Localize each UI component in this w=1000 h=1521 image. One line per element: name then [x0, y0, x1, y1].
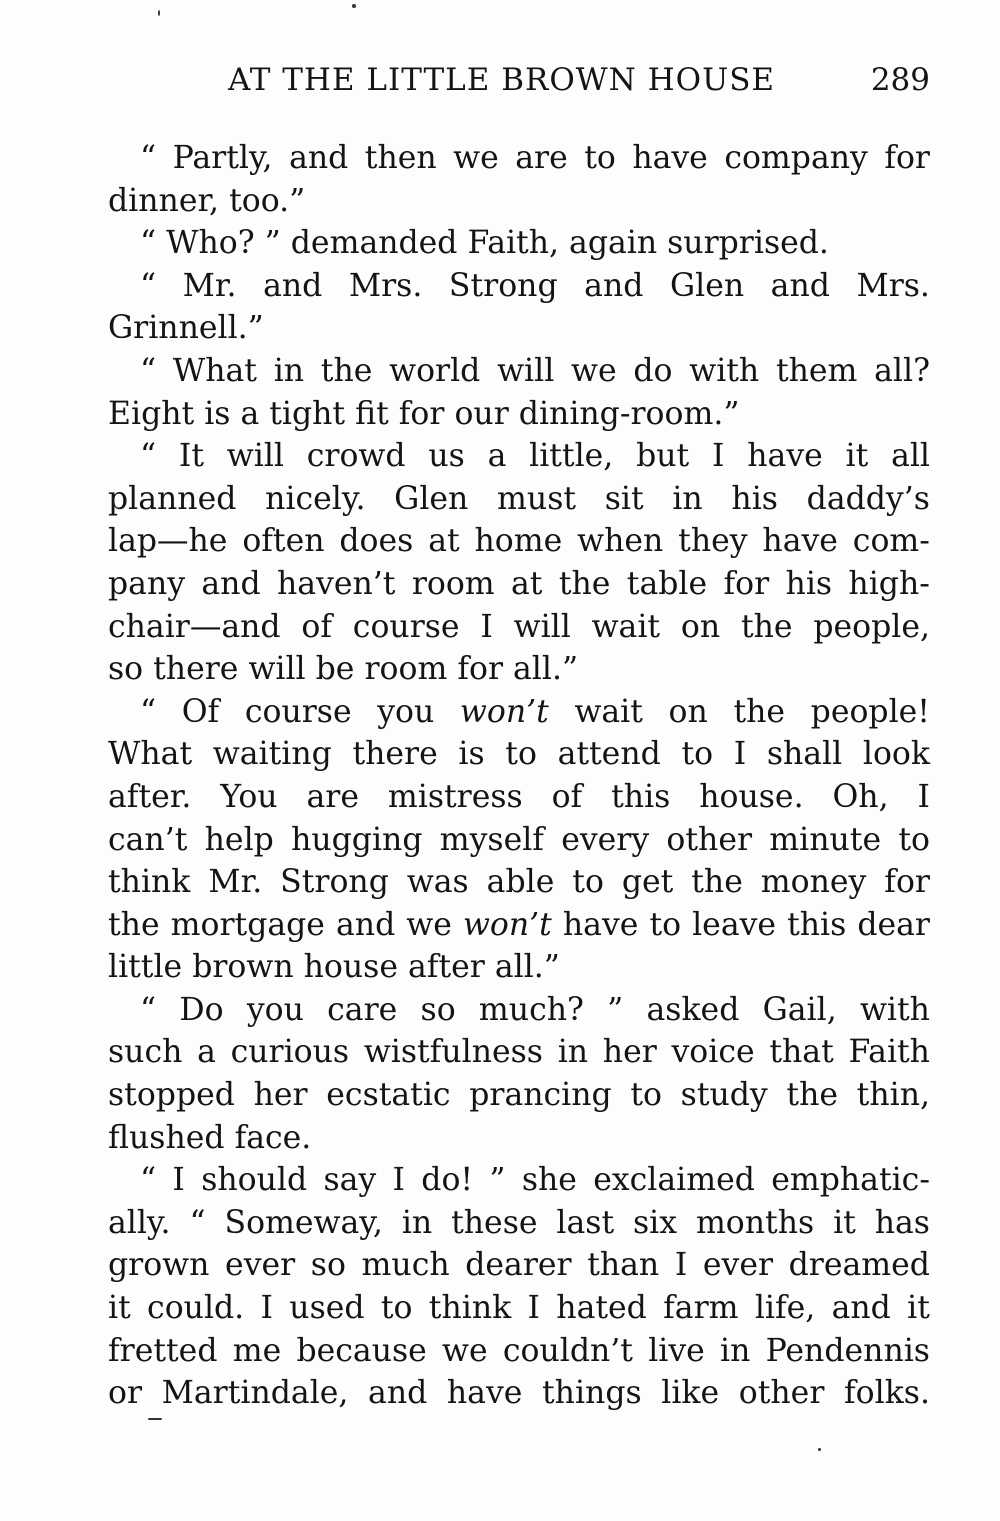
word: and — [584, 267, 644, 304]
word: I — [172, 1162, 185, 1199]
word: Partly, — [172, 140, 273, 176]
text-line — [108, 222, 930, 265]
word: ecstatic — [326, 1077, 451, 1114]
word: Do — [179, 991, 224, 1028]
word: or — [108, 1375, 143, 1412]
word: It — [178, 438, 204, 475]
word: Of — [181, 693, 220, 730]
word: mistress — [387, 778, 523, 815]
page-number: 289 — [870, 62, 930, 98]
word: the — [108, 906, 160, 943]
word: in — [672, 480, 703, 517]
word: like — [661, 1375, 720, 1412]
word: to — [681, 736, 714, 773]
word: help — [204, 821, 274, 858]
word: ” — [489, 1162, 506, 1199]
word: “ — [140, 267, 157, 304]
word: haven’t — [276, 565, 396, 602]
word: because — [296, 1332, 427, 1369]
text-line — [108, 1202, 930, 1245]
word: able — [486, 864, 555, 901]
word: Someway, — [224, 1204, 383, 1241]
word: have — [747, 438, 823, 475]
word: minute — [769, 821, 882, 858]
word: for — [884, 140, 930, 176]
word: people! — [810, 693, 930, 730]
word: we — [442, 1332, 488, 1369]
word: all? — [874, 352, 930, 389]
word: these — [451, 1204, 538, 1241]
word: You — [220, 778, 278, 815]
word: I — [712, 438, 725, 475]
word: pany — [108, 565, 186, 602]
scan-speck — [352, 4, 356, 8]
word: they — [678, 523, 748, 560]
word: often — [242, 523, 325, 560]
text-line — [108, 435, 930, 478]
word: to — [898, 821, 930, 858]
word: hated — [556, 1290, 647, 1327]
word: it — [108, 1290, 131, 1327]
word: to — [572, 864, 604, 901]
line-text: Grinnell.” — [108, 310, 264, 347]
word: when — [577, 523, 664, 560]
text-line — [108, 1074, 930, 1117]
word: emphatic- — [771, 1162, 930, 1199]
word: the — [691, 864, 743, 901]
word: the — [733, 693, 786, 730]
word: What — [172, 352, 257, 389]
word: was — [406, 864, 469, 901]
word: farm — [663, 1290, 739, 1327]
word: couldn’t — [502, 1332, 633, 1369]
word: nicely. — [265, 480, 366, 517]
word: lap—he — [108, 523, 228, 560]
word: are — [515, 140, 568, 176]
word: them — [775, 352, 858, 389]
word: table — [626, 565, 708, 602]
word: What — [108, 736, 193, 773]
word: we — [406, 906, 452, 943]
scan-speck — [818, 1448, 821, 1451]
text-line — [108, 1330, 930, 1373]
word: fretted — [108, 1332, 218, 1369]
word: to — [584, 140, 616, 176]
word: the — [740, 608, 793, 645]
word: look — [862, 736, 930, 773]
text-line — [108, 776, 930, 819]
word: it — [845, 438, 869, 475]
word: me — [232, 1332, 282, 1369]
word: ally. — [108, 1204, 171, 1241]
word: and — [336, 906, 396, 943]
word: at — [511, 565, 543, 602]
text-line — [108, 989, 930, 1032]
word: ” — [607, 991, 624, 1028]
word: do! — [421, 1162, 474, 1199]
word: this — [787, 906, 847, 943]
word: have — [446, 1375, 523, 1412]
word: and — [831, 1290, 891, 1327]
word: room — [411, 565, 495, 602]
text-line — [108, 1117, 930, 1160]
word: waiting — [212, 736, 332, 773]
word: course — [244, 693, 352, 730]
word: a — [487, 438, 507, 475]
word: there — [352, 736, 438, 773]
word: and — [289, 140, 349, 176]
line-text: little brown house after all.” — [108, 949, 560, 986]
word: Mrs. — [856, 267, 930, 304]
word: com- — [852, 523, 930, 560]
text-line — [108, 1244, 930, 1287]
word: should — [201, 1162, 308, 1199]
word: daddy’s — [806, 480, 930, 517]
word: and — [263, 267, 323, 304]
word: to — [380, 1290, 413, 1327]
word: so — [420, 991, 456, 1028]
word: do — [633, 352, 673, 389]
word: Pendennis — [765, 1332, 930, 1369]
word: can’t — [108, 821, 188, 858]
text-line — [108, 265, 930, 308]
text-line — [108, 180, 930, 223]
word: will — [226, 438, 284, 475]
word: I — [674, 1247, 688, 1284]
word: Martindale, — [161, 1375, 349, 1412]
text-line — [108, 1031, 930, 1074]
word: such — [108, 1034, 183, 1071]
word: stopped — [108, 1077, 235, 1114]
text-line — [108, 946, 930, 989]
word: high- — [848, 565, 930, 602]
word: think — [428, 1290, 512, 1327]
word: house. — [699, 778, 804, 815]
word: chair—and — [108, 608, 281, 645]
word: wistfulness — [363, 1034, 543, 1071]
word: at — [428, 523, 460, 560]
word: you — [246, 991, 304, 1028]
word: we — [571, 352, 617, 389]
text-line — [108, 1372, 930, 1415]
word: “ — [140, 140, 157, 176]
word: Mr. — [182, 267, 237, 304]
text-line — [108, 520, 930, 563]
word: life, — [754, 1290, 816, 1327]
word: in — [273, 352, 305, 389]
word: this — [611, 778, 671, 815]
word: but — [636, 438, 690, 475]
word: with — [859, 991, 930, 1028]
text-line — [108, 904, 930, 947]
word: myself — [439, 821, 544, 858]
word: folks. — [844, 1375, 930, 1412]
word: her — [253, 1077, 308, 1114]
word: I — [527, 1290, 540, 1327]
word: months — [695, 1204, 815, 1241]
word: have — [632, 140, 708, 176]
word: six — [633, 1204, 678, 1241]
word: Mrs. — [348, 267, 423, 304]
line-text: dinner, too.” — [108, 182, 306, 219]
word: to — [630, 1077, 662, 1114]
word: used — [289, 1290, 365, 1327]
word: does — [339, 523, 414, 560]
word: Strong — [280, 864, 389, 901]
word: Oh, — [832, 778, 889, 815]
word: must — [497, 480, 577, 517]
word: little, — [529, 438, 614, 475]
word: is — [458, 736, 485, 773]
text-line — [108, 606, 930, 649]
word: with — [689, 352, 760, 389]
word: her — [602, 1034, 657, 1071]
word: “ — [189, 1204, 206, 1241]
word: has — [874, 1204, 930, 1241]
word: she — [521, 1162, 577, 1199]
word: and — [770, 267, 830, 304]
word: and — [368, 1375, 428, 1412]
word: dreamed — [788, 1247, 930, 1284]
word: Strong — [448, 267, 558, 304]
word: for — [884, 864, 930, 901]
word: to — [505, 736, 537, 773]
text-line — [108, 478, 930, 521]
word: in — [557, 1034, 589, 1071]
word: study — [680, 1077, 768, 1114]
text-line — [108, 648, 930, 691]
word: people, — [813, 608, 930, 645]
word: of — [551, 778, 583, 815]
word: Gail, — [762, 991, 837, 1028]
word: won’t — [462, 906, 552, 943]
word: than — [587, 1247, 660, 1284]
word: much — [361, 1247, 450, 1284]
word: after. — [108, 778, 192, 815]
word: I — [480, 608, 493, 645]
word: sit — [604, 480, 644, 517]
word: say — [323, 1162, 377, 1199]
body-text — [108, 137, 930, 1415]
word: I — [917, 778, 930, 815]
word: world — [389, 352, 481, 389]
word: crowd — [306, 438, 406, 475]
word: have — [762, 523, 838, 560]
word: a — [197, 1034, 216, 1071]
text-line — [108, 1287, 930, 1330]
word: much? — [478, 991, 584, 1028]
word: in — [720, 1332, 751, 1369]
word: we — [453, 140, 499, 176]
word: “ — [140, 352, 157, 389]
word: curious — [230, 1034, 350, 1071]
word: his — [731, 480, 778, 517]
word: home — [474, 523, 563, 560]
text-line — [108, 563, 930, 606]
word: company — [724, 140, 868, 176]
word: wait — [591, 608, 661, 645]
text-line — [108, 350, 930, 393]
word: grown — [108, 1247, 210, 1284]
word: you — [377, 693, 435, 730]
word: his — [785, 565, 833, 602]
word: the — [558, 565, 611, 602]
text-line — [108, 1159, 930, 1202]
text-line — [108, 819, 930, 862]
word: Faith — [848, 1034, 930, 1071]
word: other — [666, 821, 753, 858]
word: wait — [574, 693, 643, 730]
line-text: “ Who? ” demanded Faith, again surprised. — [140, 225, 829, 262]
word: hugging — [291, 821, 423, 858]
word: things — [542, 1375, 642, 1412]
word: and — [201, 565, 261, 602]
word: prancing — [469, 1077, 612, 1114]
word: all — [891, 438, 930, 475]
scan-speck — [148, 1418, 162, 1420]
word: shall — [766, 736, 843, 773]
word: that — [769, 1034, 834, 1071]
word: “ — [140, 438, 157, 475]
word: I — [260, 1290, 273, 1327]
word: of — [301, 608, 332, 645]
word: money — [760, 864, 867, 901]
line-text: flushed face. — [108, 1119, 312, 1156]
word: other — [738, 1375, 825, 1412]
word: for — [723, 565, 770, 602]
text-line — [108, 307, 930, 350]
word: thin, — [856, 1077, 930, 1114]
word: will — [497, 352, 555, 389]
word: then — [364, 140, 437, 176]
word: in — [401, 1204, 433, 1241]
word: last — [556, 1204, 615, 1241]
word: the — [320, 352, 373, 389]
word: I — [392, 1162, 405, 1199]
text-line — [108, 861, 930, 904]
word: could. — [147, 1290, 245, 1327]
word: I — [733, 736, 747, 773]
word: ever — [702, 1247, 774, 1284]
word: mortgage — [170, 906, 325, 943]
word: are — [306, 778, 359, 815]
word: planned — [108, 480, 237, 517]
word: on — [680, 608, 721, 645]
word: us — [428, 438, 465, 475]
scan-speck — [158, 10, 160, 16]
word: care — [327, 991, 398, 1028]
word: Glen — [394, 480, 469, 517]
word: voice — [671, 1034, 755, 1071]
word: dear — [857, 906, 930, 943]
word: leave — [692, 906, 777, 943]
word: the — [786, 1077, 838, 1114]
word: dearer — [465, 1247, 572, 1284]
text-line — [108, 691, 930, 734]
text-line — [108, 137, 930, 180]
word: it — [833, 1204, 856, 1241]
text-line — [108, 733, 930, 776]
word: live — [648, 1332, 705, 1369]
word: course — [352, 608, 460, 645]
word: have — [562, 906, 639, 943]
word: “ — [140, 991, 157, 1028]
page-header — [108, 62, 930, 104]
word: won’t — [459, 693, 549, 730]
word: “ — [140, 693, 157, 730]
line-text: so there will be room for all.” — [108, 651, 579, 688]
word: Mr. — [208, 864, 263, 901]
word: asked — [646, 991, 740, 1028]
word: on — [668, 693, 708, 730]
word: attend — [557, 736, 661, 773]
word: Glen — [669, 267, 745, 304]
word: so — [310, 1247, 346, 1284]
running-head: AT THE LITTLE BROWN HOUSE — [228, 62, 776, 98]
word: get — [621, 864, 674, 901]
word: “ — [140, 1162, 157, 1199]
word: will — [513, 608, 571, 645]
word: to — [649, 906, 682, 943]
word: exclaimed — [593, 1162, 755, 1199]
word: think — [108, 864, 191, 901]
text-line — [108, 393, 930, 436]
line-text: Eight is a tight fit for our dining-room.” — [108, 395, 740, 432]
word: every — [561, 821, 650, 858]
word: ever — [225, 1247, 296, 1284]
word: it — [907, 1290, 930, 1327]
